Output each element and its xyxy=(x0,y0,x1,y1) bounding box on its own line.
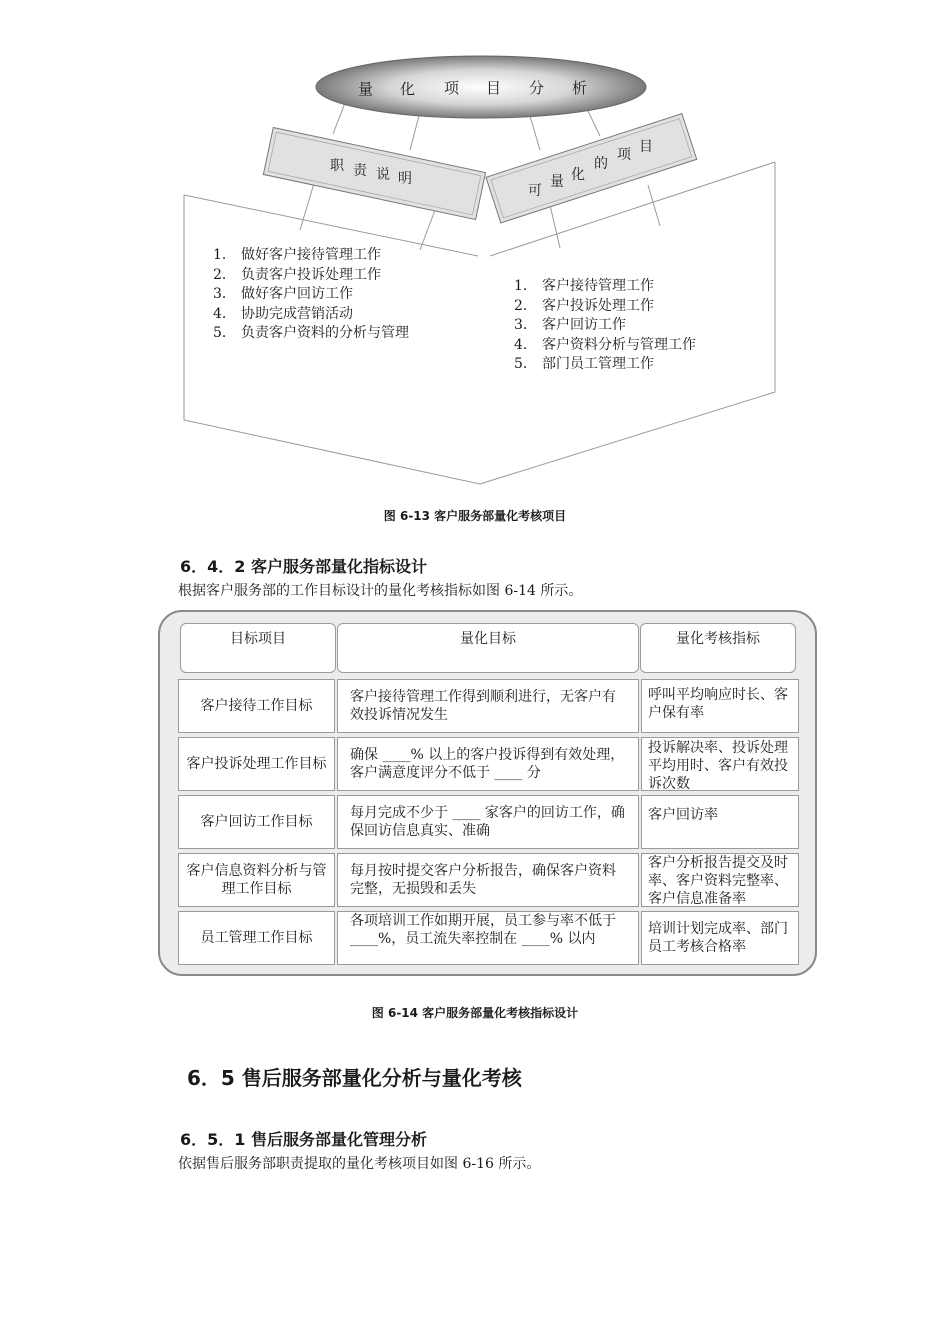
table-header: 量化目标 xyxy=(337,623,639,673)
list-item: 3． 客户回访工作 xyxy=(514,317,626,333)
table-cell: 客户接待工作目标 xyxy=(178,679,335,733)
right-box-char: 化 xyxy=(571,167,585,183)
left-box-char: 职 xyxy=(330,158,344,174)
table-cell: 客户分析报告提交及时率、客户资料完整率、客户信息准备率 xyxy=(641,853,799,907)
quantifiable-items-list xyxy=(514,277,696,375)
table-cell: 每月完成不少于 ____ 家客户的回访工作，确保回访信息真实、准确 xyxy=(337,795,639,849)
table-cell: 员工管理工作目标 xyxy=(178,911,335,965)
table-cell: 培训计划完成率、部门员工考核合格率 xyxy=(641,911,799,965)
list-item: 2． 客户投诉处理工作 xyxy=(514,297,654,314)
ellipse-char: 量 xyxy=(358,80,374,98)
ellipse-char: 项 xyxy=(444,79,460,97)
list-item: 5． 部门员工管理工作 xyxy=(514,356,654,372)
right-box-char: 项 xyxy=(617,147,631,163)
section-heading: 6．4．2 客户服务部量化指标设计 xyxy=(180,557,427,576)
table-cell: 投诉解决率、投诉处理平均用时、客户有效投诉次数 xyxy=(641,737,799,791)
list-item: 1． 做好客户接待管理工作 xyxy=(213,247,381,263)
table-cell: 客户回访工作目标 xyxy=(178,795,335,849)
right-box-char: 量 xyxy=(550,174,564,190)
left-box-char: 明 xyxy=(398,171,412,187)
right-box xyxy=(486,114,697,223)
right-box-char: 的 xyxy=(594,156,608,172)
table-cell: 呼叫平均响应时长、客户保有率 xyxy=(641,679,799,733)
duties-list xyxy=(213,246,409,344)
left-box xyxy=(263,127,485,219)
right-box-char: 可 xyxy=(528,183,542,199)
list-item: 1． 客户接待管理工作 xyxy=(514,278,654,294)
list-item: 5． 负责客户资料的分析与管理 xyxy=(213,325,409,341)
table-cell: 客户投诉处理工作目标 xyxy=(178,737,335,791)
table-cell: 各项培训工作如期开展，员工参与率不低于 ____%，员工流失率控制在 ____% 以内 xyxy=(337,911,639,965)
right-box-char: 目 xyxy=(639,139,653,155)
ellipse-char: 目 xyxy=(486,79,502,97)
table-cell: 客户回访率 xyxy=(641,795,799,849)
paragraph: 依据售后服务部职责提取的量化考核项目如图 6-16 所示。 xyxy=(178,1156,541,1172)
table-header: 目标项目 xyxy=(180,623,336,673)
quantification-diagram xyxy=(0,0,950,500)
table-cell: 每月按时提交客户分析报告，确保客户资料完整，无损毁和丢失 xyxy=(337,853,639,907)
ellipse-char: 化 xyxy=(400,80,416,98)
table-cell: 确保 ____% 以上的客户投诉得到有效处理，客户满意度评分不低于 ____ 分 xyxy=(337,737,639,791)
table-cell: 客户接待管理工作得到顺利进行，无客户有效投诉情况发生 xyxy=(337,679,639,733)
list-item: 4． 协助完成营销活动 xyxy=(213,305,353,322)
list-item: 4． 客户资料分析与管理工作 xyxy=(514,336,696,353)
table-header: 量化考核指标 xyxy=(640,623,796,673)
section-heading: 6．5．1 售后服务部量化管理分析 xyxy=(180,1130,427,1149)
figure-caption: 图 6-14 客户服务部量化考核指标设计 xyxy=(371,1006,579,1020)
list-item: 3． 做好客户回访工作 xyxy=(213,286,353,302)
paragraph: 根据客户服务部的工作目标设计的量化考核指标如图 6-14 所示。 xyxy=(178,583,583,599)
ellipse-char: 析 xyxy=(572,79,588,97)
left-box-char: 说 xyxy=(376,167,390,183)
figure-caption: 图 6-13 客户服务部量化考核项目 xyxy=(383,509,567,523)
table-cell: 客户信息资料分析与管理工作目标 xyxy=(178,853,335,907)
list-item: 2． 负责客户投诉处理工作 xyxy=(213,266,381,283)
left-box-char: 责 xyxy=(353,163,367,179)
ellipse-char: 分 xyxy=(529,79,545,97)
section-heading: 6．5 售后服务部量化分析与量化考核 xyxy=(187,1066,522,1090)
